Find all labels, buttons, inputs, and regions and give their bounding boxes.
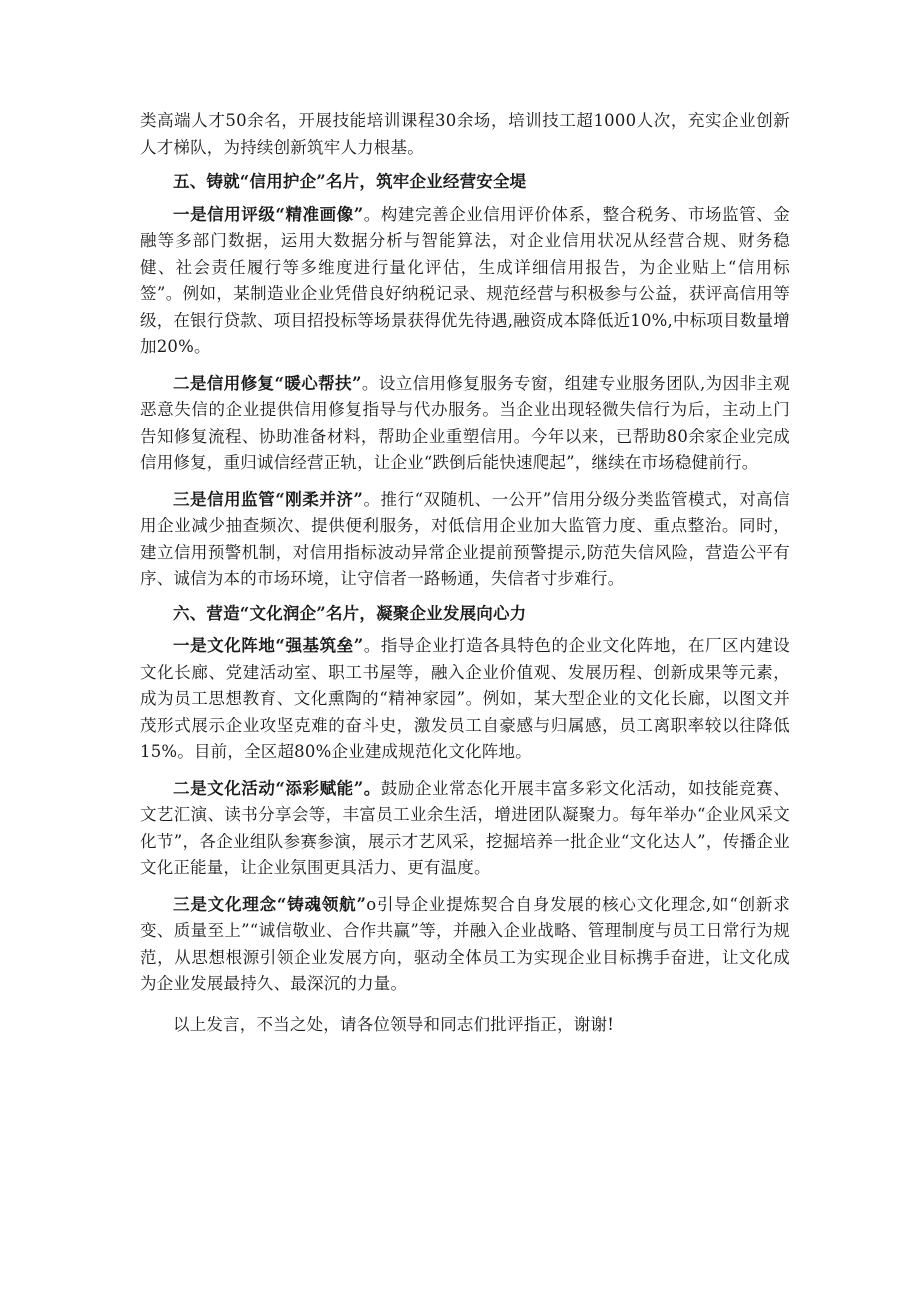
section-heading-culture xyxy=(140,601,790,628)
paragraph-credit-repair xyxy=(140,371,790,477)
paragraph-text: 。指导企业打造各具特色的企业文化阵地，在厂区内建设文化长廊、党建活动室、职工书屋等，融入企业价值观、发展历程、创新成果等元素，成为员工思想教育、文化熏陶的“精神家园”。例如，某大型企业的文化长廊，以图文并茂形式展示企业攻坚克难的奋斗史，激发员工自豪感与归属感，员工离职率较以往降低15%。目前，全区超80%企业建成规范化文化阵地。 xyxy=(140,636,790,761)
paragraph-culture-activities xyxy=(140,776,790,882)
paragraph-lead: 一是信用评级“精准画像” xyxy=(173,204,364,224)
paragraph-text: 类高端人才50余名，开展技能培训课程30余场，培训技工超1000人次，充实企业创新人才梯队，为持续创新筑牢人力根基。 xyxy=(140,111,790,157)
paragraph-credit-rating xyxy=(140,202,790,361)
paragraph-lead: 三是文化理念“铸魂领航” xyxy=(173,894,367,914)
paragraph-text: 。推行“双随机、一公开”信用分级分类监管模式，对高信用企业减少抽查频次、提供便利服务，对低信用企业加大监管力度、重点整治。同时，建立信用预警机制，对信用指标波动异常企业提前预警提示,防范失信风险，营造公平有序、诚信为本的市场环境，让守信者一路畅通，失信者寸步难行。 xyxy=(140,489,790,588)
paragraph-talent-continuation xyxy=(140,108,790,161)
paragraph-culture-base xyxy=(140,633,790,766)
section-heading-credit xyxy=(140,169,790,196)
closing-remark xyxy=(140,1012,790,1039)
paragraph-lead: 一是文化阵地“强基筑垒” xyxy=(173,636,364,655)
heading-text: 六、营造“文化润企”名片，凝聚企业发展向心力 xyxy=(173,603,527,623)
paragraph-lead: 二是文化活动“添彩赋能”。 xyxy=(173,778,381,798)
paragraph-text: 鼓励企业常态化开展丰富多彩文化活动，如技能竞赛、文艺汇演、读书分享会等，丰富员工业余生活，增进团队凝聚力。每年举办“企业风采文化节”，各企业组队参赛参演，展示才艺风采，挖掘培养一批企业“文化达人”，传播企业文化正能量，让企业氛围更具活力、更有温度。 xyxy=(140,778,790,877)
paragraph-text: o引导企业提炼契合自身发展的核心文化理念,如“创新求变、质量至上”“诚信敬业、合作共赢”等，并融入企业战略、管理制度与员工日常行为规范，从思想根源引领企业发展方向，驱动全体员工为实现企业目标携手奋进，让文化成为企业发展最持久、最深沉的力量。 xyxy=(140,894,790,993)
paragraph-credit-supervision xyxy=(140,487,790,593)
document-page xyxy=(140,108,790,1038)
paragraph-text: 。设立信用修复服务专窗，组建专业服务团队,为因非主观恶意失信的企业提供信用修复指导与代办服务。当企业出现轻微失信行为后，主动上门告知修复流程、协助准备材料，帮助企业重塑信用。今年以来，已帮助80余家企业完成信用修复，重归诚信经营正轨，让企业“跌倒后能快速爬起”，继续在市场稳健前行。 xyxy=(140,373,790,472)
paragraph-culture-philosophy xyxy=(140,892,790,998)
paragraph-text: 。构建完善企业信用评价体系，整合税务、市场监管、金融等多部门数据，运用大数据分析与智能算法，对企业信用状况从经营合规、财务稳健、社会责任履行等多维度进行量化评估，生成详细信用报告，为企业贴上“信用标签”。例如，某制造业企业凭借良好纳税记录、规范经营与积极参与公益，获评高信用等级，在银行贷款、项目招投标等场景获得优先待遇,融资成本降低近10%,中标项目数量增加20%。 xyxy=(140,204,790,356)
paragraph-lead: 三是信用监管“刚柔并济” xyxy=(173,489,364,509)
closing-text: 以上发言，不当之处，请各位领导和同志们批评指正，谢谢! xyxy=(173,1014,615,1034)
heading-text: 五、铸就“信用护企”名片，筑牢企业经营安全堤 xyxy=(173,172,527,191)
paragraph-lead: 二是信用修复“暖心帮扶” xyxy=(173,373,362,393)
